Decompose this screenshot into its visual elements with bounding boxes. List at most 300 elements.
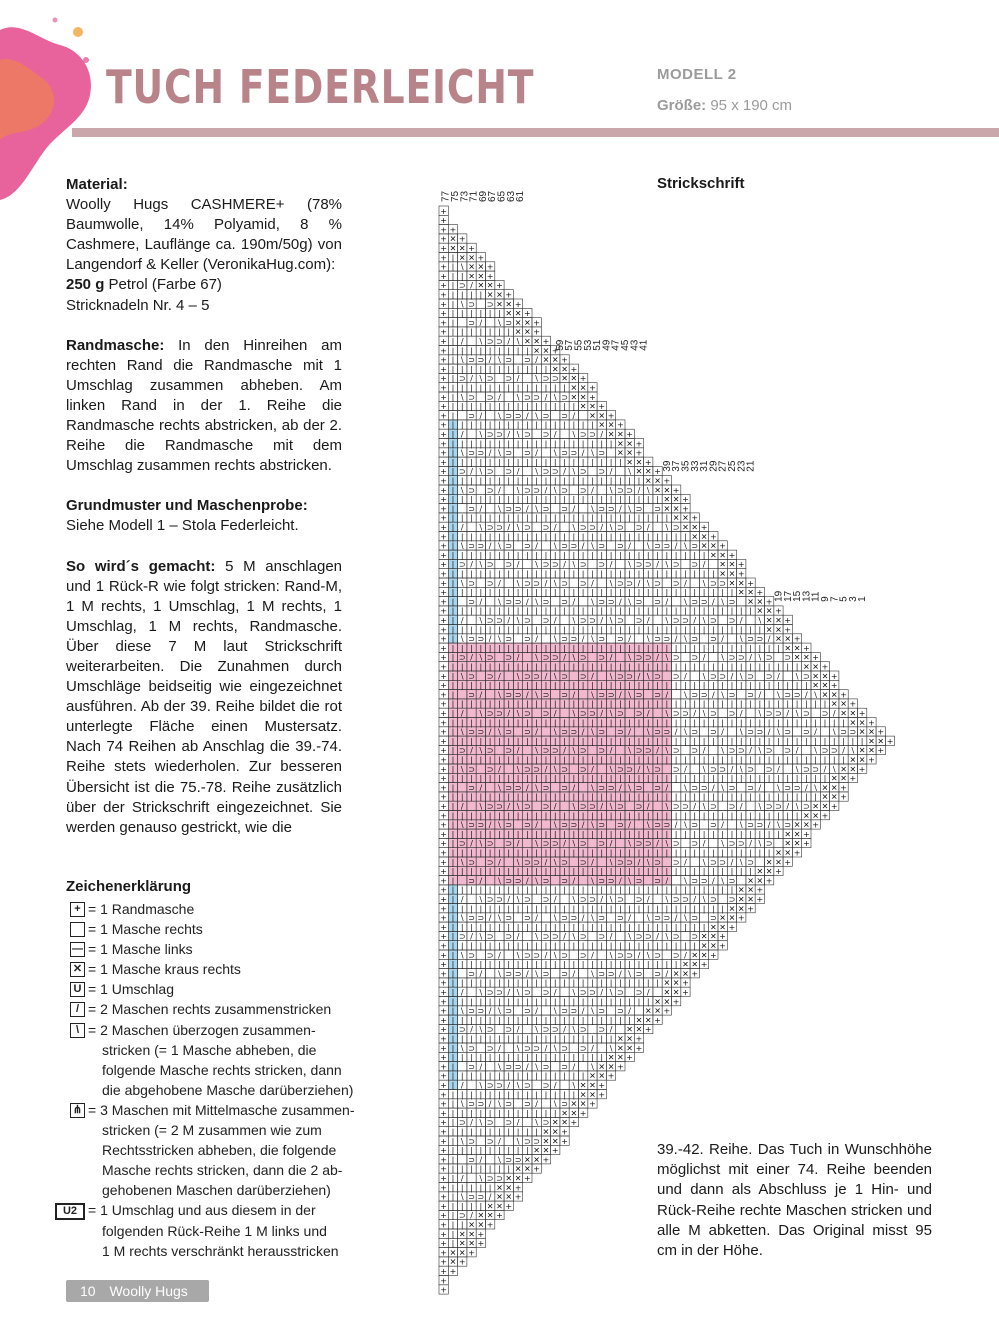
chart-symbol: ✕ [775, 616, 782, 625]
chart-symbol: | [498, 699, 501, 709]
chart-symbol: | [479, 327, 483, 337]
chart-symbol: | [544, 736, 548, 746]
chart-symbol: ⊃ [561, 411, 568, 421]
chart-symbol: \ [572, 430, 576, 439]
chart-symbol: + [440, 439, 448, 449]
chart-symbol: | [451, 569, 455, 579]
chart-symbol: | [609, 476, 613, 486]
chart-symbol: / [804, 690, 808, 700]
chart-symbol: | [572, 457, 576, 467]
chart-symbol: | [581, 420, 585, 430]
chart-symbol: | [730, 699, 734, 709]
chart-cell-fill [579, 690, 588, 699]
chart-symbol: ⊃ [523, 355, 531, 365]
chart-symbol: | [479, 699, 483, 709]
chart-symbol: ✕ [802, 662, 810, 672]
legend-text-line: die abgehobene Masche darüberziehen) [102, 1081, 354, 1098]
chart-symbol: | [479, 718, 483, 728]
chart-symbol: | [507, 439, 511, 449]
chart-symbol: ⊃ [477, 541, 485, 551]
chart-cell [792, 727, 801, 736]
chart-symbol: ⊃ [709, 578, 717, 588]
chart-symbol: | [544, 588, 548, 598]
chart-symbol: | [665, 588, 669, 598]
legend-item [54, 959, 364, 979]
chart-symbol: ⊃ [486, 560, 494, 570]
chart-symbol: | [674, 606, 678, 616]
chart-symbol: | [618, 532, 622, 542]
chart-symbol: ✕ [830, 690, 838, 700]
chart-symbol: | [758, 662, 762, 672]
chart-symbol: ⊃ [486, 709, 494, 718]
chart-symbol: / [674, 727, 678, 737]
chart-symbol: + [458, 234, 466, 244]
chart-symbol: ⊃ [607, 597, 615, 607]
chart-cell [495, 466, 504, 475]
chart-symbol: | [451, 755, 455, 765]
chart-symbol: ✕ [570, 383, 578, 393]
chart-symbol: ✕ [765, 625, 773, 635]
chart-symbol: ⊃ [542, 690, 550, 700]
chart-cell [616, 1024, 625, 1033]
chart-symbol: | [498, 625, 501, 635]
chart-symbol: | [498, 736, 501, 746]
chart-symbol: + [440, 746, 448, 756]
chart-symbol: \ [553, 392, 557, 402]
chart-symbol: | [721, 755, 725, 765]
chart-cell-fill [588, 652, 597, 661]
chart-symbol: | [702, 625, 706, 635]
chart-symbol: ⊃ [570, 634, 578, 644]
chart-symbol: | [721, 643, 725, 653]
chart-cell [625, 615, 634, 624]
chart-cell [579, 597, 588, 606]
chart-symbol: | [814, 699, 818, 709]
chart-symbol: ⊃ [579, 616, 587, 625]
chart-cell [458, 597, 467, 606]
chart-cell [476, 299, 485, 308]
chart-cell [653, 615, 662, 624]
chart-symbol: \ [814, 746, 818, 756]
chart-symbol: | [572, 402, 576, 412]
chart-symbol: | [804, 699, 808, 709]
chart-symbol: | [842, 736, 845, 746]
chart-symbol: / [544, 485, 548, 495]
chart-symbol: | [525, 643, 529, 653]
chart-symbol: | [609, 681, 613, 691]
chart-symbol: ⊃ [849, 727, 857, 737]
chart-symbol: | [618, 699, 622, 709]
chart-symbol: / [739, 616, 743, 625]
chart-symbol: \ [739, 671, 743, 681]
chart-symbol: | [637, 550, 641, 560]
chart-symbol: | [609, 457, 613, 467]
chart-symbol: ⊃ [579, 746, 587, 756]
legend-text-line: = 2 Maschen rechts zusammenstricken [88, 1001, 332, 1018]
chart-symbol: ✕ [477, 271, 485, 281]
chart-symbol: | [544, 643, 548, 653]
chart-symbol: | [535, 588, 539, 598]
chart-symbol: / [600, 430, 604, 439]
chart-symbol: | [507, 681, 511, 691]
chart-symbol: ✕ [626, 439, 634, 449]
chart-symbol: ⊃ [505, 690, 513, 700]
chart-symbol: | [516, 755, 520, 765]
chart-symbol: | [646, 643, 650, 653]
chart-symbol: \ [795, 671, 799, 681]
chart-symbol: | [646, 718, 650, 728]
chart-symbol: | [637, 606, 641, 616]
chart-symbol: | [656, 532, 659, 542]
chart-cell-fill [523, 838, 532, 847]
legend-text-line: gehobenen Maschen darüberziehen) [102, 1182, 331, 1199]
chart-symbol: ⊃ [719, 578, 727, 588]
chart-symbol: \ [702, 709, 706, 718]
chart-symbol: ⊃ [458, 374, 466, 384]
chart-cell [653, 522, 662, 531]
chart-symbol: \ [591, 448, 594, 458]
chart-symbol: | [516, 457, 520, 467]
chart-symbol: ✕ [775, 634, 782, 644]
chart-symbol: | [451, 448, 455, 458]
chart-symbol: | [711, 643, 715, 653]
chart-symbol: | [581, 681, 585, 691]
chart-symbol: + [440, 216, 448, 226]
chart-cell [560, 522, 569, 531]
chart-cell [532, 615, 541, 624]
chart-symbol: | [507, 402, 511, 412]
chart-cell-fill [541, 820, 550, 829]
chart-symbol: ⊃ [756, 634, 764, 644]
chart-symbol: | [470, 736, 473, 746]
chart-symbol: / [488, 448, 492, 458]
chart-symbol: | [795, 662, 799, 672]
chart-symbol: | [479, 309, 483, 319]
chart-cell [746, 615, 755, 624]
chart-symbol: ✕ [579, 383, 587, 393]
chart-symbol: ✕ [654, 476, 661, 486]
chart-symbol: | [591, 606, 594, 616]
chart-symbol: | [451, 299, 455, 309]
chart-symbol: | [498, 346, 501, 356]
chart-symbol: \ [479, 746, 483, 756]
chart-symbol: | [507, 476, 511, 486]
chart-cell [690, 764, 699, 773]
chart-symbol: + [626, 430, 634, 439]
chart-symbol: | [730, 625, 734, 635]
chart-symbol: | [767, 718, 771, 728]
chart-symbol: | [665, 718, 669, 728]
chart-symbol: / [758, 690, 762, 700]
chart-symbol: | [535, 383, 539, 393]
chart-symbol: ✕ [468, 253, 475, 263]
chart-symbol: / [460, 523, 464, 532]
chart-symbol: | [488, 643, 492, 653]
chart-cell [718, 894, 727, 903]
chart-symbol: ⊃ [793, 690, 801, 700]
chart-symbol: | [460, 420, 464, 430]
chart-symbol: ⊃ [486, 523, 494, 532]
chart-symbol: / [637, 578, 641, 588]
chart-cell-fill [513, 727, 522, 736]
chart-cell-fill [588, 838, 597, 847]
chart-symbol: \ [628, 504, 632, 514]
chart-symbol: ⊃ [635, 504, 643, 514]
chart-symbol: | [618, 755, 622, 765]
chart-symbol: | [525, 681, 529, 691]
chart-cell-fill [644, 876, 653, 885]
chart-cell [579, 411, 588, 420]
chart-cell [606, 913, 615, 922]
chart-symbol: | [721, 681, 725, 691]
chart-symbol: | [665, 569, 669, 579]
chart-symbol: | [591, 718, 594, 728]
chart-symbol: | [507, 736, 511, 746]
legend-text-line: Rechtsstricken abheben, die folgende [102, 1142, 337, 1159]
chart-symbol: | [758, 643, 762, 653]
chart-cell [672, 597, 681, 606]
chart-symbol: | [618, 476, 622, 486]
chart-symbol: | [609, 532, 613, 542]
legend-item [54, 979, 364, 999]
legend-item [54, 1200, 364, 1260]
chart-symbol: | [451, 606, 455, 616]
chart-symbol: | [711, 755, 715, 765]
chart-symbol: | [553, 513, 557, 523]
chart-symbol: ⊃ [542, 411, 550, 421]
chart-symbol: | [600, 569, 604, 579]
chart-symbol: ⊃ [486, 578, 494, 588]
chart-symbol: | [581, 457, 585, 467]
chart-symbol: ✕ [868, 736, 875, 746]
chart-symbol: / [488, 727, 492, 737]
chart-symbol: ✕ [579, 402, 587, 412]
chart-symbol: \ [479, 337, 483, 346]
size-value: 95 x 190 cm [710, 97, 793, 114]
chart-symbol: | [488, 588, 492, 598]
chart-symbol: + [607, 411, 615, 421]
chart-symbol: | [730, 718, 734, 728]
chart-symbol: | [525, 402, 529, 412]
chart-symbol: | [665, 681, 669, 691]
chart-symbol: | [451, 485, 455, 495]
chart-cell-fill [625, 801, 634, 810]
chart-cell [690, 671, 699, 680]
chart-symbol: | [730, 643, 734, 653]
chart-symbol: ✕ [496, 290, 503, 300]
chart-symbol: | [516, 346, 520, 356]
chart-symbol: | [572, 606, 576, 616]
chart-symbol: | [786, 755, 790, 765]
chart-symbol: / [600, 523, 604, 532]
chart-symbol: | [637, 569, 641, 579]
chart-symbols [440, 207, 893, 1295]
chart-symbol: \ [572, 746, 576, 756]
chart-symbol: | [702, 718, 706, 728]
chart-symbol: + [440, 346, 448, 356]
chart-symbol: | [572, 420, 576, 430]
chart-symbol: \ [684, 541, 687, 551]
chart-symbol: | [572, 736, 576, 746]
chart-symbol: | [758, 699, 762, 709]
chart-symbol: | [460, 532, 464, 542]
chart-symbol: | [832, 736, 836, 746]
chart-symbol: \ [535, 411, 539, 421]
chart-symbol: ⊃ [672, 523, 680, 532]
chart-symbol: | [535, 606, 539, 616]
chart-symbol: ⊃ [598, 597, 606, 607]
chart-symbol: | [488, 532, 492, 542]
chart-cell [644, 597, 653, 606]
chart-symbol: | [581, 588, 585, 598]
chart-cell-fill [579, 783, 588, 792]
chart-symbol: | [600, 588, 604, 598]
chart-symbol: + [821, 662, 829, 672]
chart-symbol: ✕ [709, 550, 717, 560]
chart-symbol: \ [832, 727, 836, 737]
chart-symbol: / [525, 597, 529, 607]
chart-symbol: | [479, 476, 483, 486]
chart-cell [597, 950, 606, 959]
chart-symbol: ⊃ [523, 448, 531, 458]
chart-symbol: | [563, 420, 566, 430]
chart-symbol: | [637, 643, 641, 653]
chart-symbol: | [544, 476, 548, 486]
chart-symbol: \ [684, 634, 687, 644]
chart-cell-fill [476, 671, 485, 680]
chart-symbol: ⊃ [663, 634, 671, 644]
chart-symbol: | [451, 337, 455, 346]
chart-symbol: / [702, 653, 706, 663]
chart-cell [541, 541, 550, 550]
chart-symbol: + [775, 606, 782, 616]
chart-symbol: \ [702, 578, 706, 588]
chart-symbol: | [460, 290, 464, 300]
chart-symbol: | [609, 625, 613, 635]
chart-symbol: | [600, 755, 604, 765]
chart-symbol: ⊃ [784, 746, 792, 756]
chart-symbol: | [535, 569, 539, 579]
chart-symbol: \ [609, 709, 613, 718]
chart-symbol: + [440, 383, 448, 393]
chart-symbol: ✕ [691, 532, 699, 542]
chart-symbol: | [525, 606, 529, 616]
chart-symbol: ⊃ [570, 727, 578, 737]
chart-symbol: | [665, 755, 669, 765]
chart-symbol: | [656, 681, 659, 691]
chart-cell [690, 578, 699, 587]
chart-symbol: + [737, 560, 745, 570]
chart-symbol: | [581, 476, 585, 486]
chart-symbol: | [525, 699, 529, 709]
chart-symbol: ✕ [551, 364, 559, 374]
chart-symbol: | [525, 457, 529, 467]
chart-cell [709, 652, 718, 661]
chart-symbol: ⊃ [477, 727, 485, 737]
chart-symbol: ✕ [812, 681, 820, 691]
chart-symbol: ⊃ [561, 448, 568, 458]
chart-cell-fill [467, 801, 476, 810]
chart-symbol: ✕ [775, 625, 782, 635]
chart-symbol: | [600, 681, 604, 691]
legend-text [88, 1100, 364, 1200]
chart-symbol: ✕ [561, 374, 568, 384]
chart-symbol: | [739, 699, 743, 709]
chart-cell-fill [504, 857, 513, 866]
chart-symbol: | [563, 402, 566, 412]
chart-symbol: | [525, 439, 529, 449]
randmasche-section [66, 336, 342, 477]
chart-symbol: | [581, 550, 585, 560]
legend [54, 899, 364, 1261]
chart-symbol: ⊃ [551, 467, 559, 477]
chart-symbol: / [618, 690, 622, 700]
chart-cell [597, 578, 606, 587]
chart-symbol: ⊃ [728, 690, 736, 700]
chart-symbol: ⊃ [709, 727, 717, 737]
chart-symbol: + [440, 597, 448, 607]
chart-symbol: | [823, 699, 827, 709]
chart-symbol: ✕ [468, 262, 475, 272]
chart-symbol: | [535, 439, 539, 449]
chart-symbol: ✕ [589, 402, 596, 412]
chart-symbol: ⊃ [486, 671, 494, 681]
chart-symbol: | [646, 606, 650, 616]
chart-symbol: / [832, 709, 836, 718]
chart-symbol: ✕ [700, 532, 708, 542]
chart-symbol: + [663, 476, 671, 486]
chart-symbol: + [440, 699, 448, 709]
chart-symbol: / [553, 523, 557, 532]
chart-symbol: | [479, 383, 483, 393]
chart-symbol: ⊃ [505, 318, 513, 328]
chart-symbol: ⊃ [523, 523, 531, 532]
chart-symbol: + [542, 337, 550, 346]
chart-symbol: + [579, 374, 587, 384]
chart-symbol: / [684, 578, 687, 588]
chart-symbol: / [479, 504, 483, 514]
chart-symbol: | [451, 346, 455, 356]
chart-symbol: | [488, 420, 492, 430]
chart-symbol: \ [665, 560, 669, 570]
chart-cell [513, 634, 522, 643]
chart-symbol: | [544, 625, 548, 635]
chart-symbol: ✕ [728, 569, 736, 579]
chart-symbol: | [470, 383, 473, 393]
chart-symbol: ⊃ [533, 392, 541, 402]
chart-symbol: | [544, 420, 548, 430]
chart-symbol: | [767, 643, 771, 653]
chart-symbol: ⊃ [505, 504, 513, 514]
chart-symbol: + [849, 699, 857, 709]
chart-symbol: ✕ [765, 606, 773, 616]
chart-symbol: | [460, 718, 464, 728]
chart-symbol: ⊃ [635, 560, 643, 570]
chart-symbol: + [858, 709, 866, 718]
chart-symbol: | [553, 476, 557, 486]
chart-cell [634, 913, 643, 922]
chart-symbol: \ [516, 709, 520, 718]
chart-symbol: ⊃ [598, 560, 606, 570]
chart-symbol: ⊃ [691, 560, 699, 570]
chart-symbol: | [749, 662, 752, 672]
chart-symbol: | [544, 457, 548, 467]
chart-symbol: ✕ [533, 346, 541, 356]
legend-item [54, 899, 364, 919]
chart-symbol: | [516, 476, 520, 486]
chart-cell [737, 783, 746, 792]
legend-text [88, 959, 364, 979]
